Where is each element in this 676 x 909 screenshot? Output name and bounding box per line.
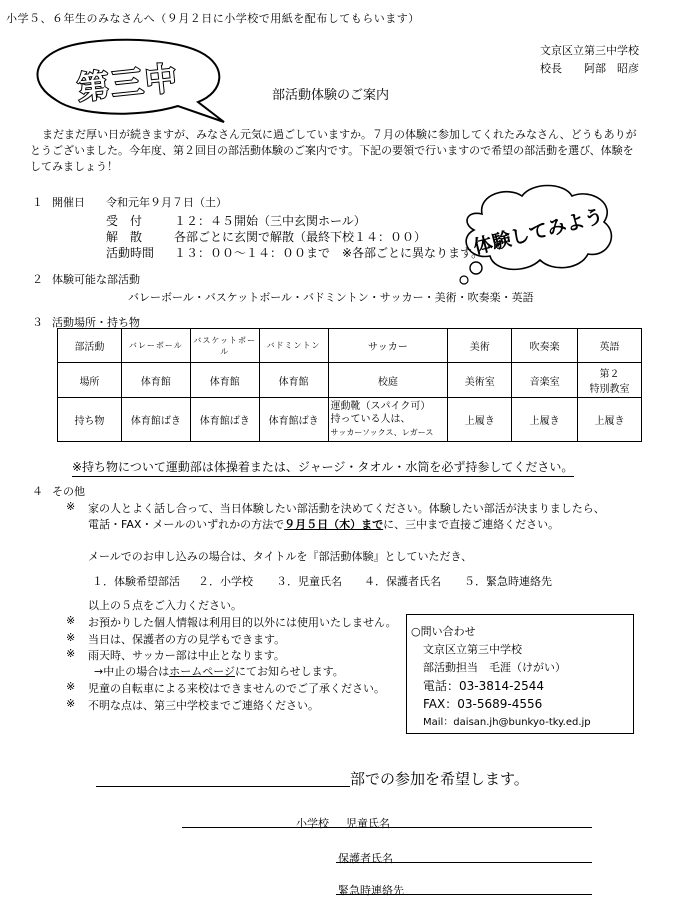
join-text: 部での参加を希望します。 bbox=[350, 770, 529, 788]
items-soccer-line-1: 運動靴（スパイク可） bbox=[330, 401, 431, 412]
header-soccer: サッカー bbox=[328, 329, 448, 363]
application-line-2 bbox=[88, 516, 559, 532]
place-label: 場所 bbox=[58, 363, 122, 398]
application-line-2-pre: 電話・FAX・メールのいずれかの方法で bbox=[88, 518, 285, 531]
place-english-line-2: 特別教室 bbox=[589, 384, 630, 395]
document-title: 部活動体験のご案内 bbox=[272, 88, 390, 103]
section-4-heading: その他 bbox=[52, 485, 85, 498]
intro-line-2: とうございました。今年度、第２回目の部活動体験のご案内です。下記の要領で行いますので希望の部活動を選び、体験を bbox=[30, 144, 634, 157]
activity-time-label: 活動時間 bbox=[106, 246, 155, 260]
dismissal-label: 解 散 bbox=[106, 230, 143, 244]
section-4-number: ４ bbox=[32, 485, 43, 498]
items-badminton: 体育館ばき bbox=[259, 398, 328, 442]
club-name-line[interactable] bbox=[96, 786, 350, 787]
field-club: １．体験希望部活 bbox=[92, 575, 180, 588]
field-school: ２．小学校 bbox=[198, 575, 253, 588]
contact-school: 文京区立第三中学校 bbox=[423, 643, 522, 656]
note-mark-5: ※ bbox=[66, 680, 76, 693]
section-2-heading: 体験可能な部活動 bbox=[52, 273, 140, 286]
place-english-line-1: 第２ bbox=[599, 369, 620, 380]
place-volleyball: 体育館 bbox=[121, 363, 190, 398]
items-volleyball: 体育館ばき bbox=[121, 398, 190, 442]
contact-person: 部活動担当 毛涯（けがい） bbox=[423, 661, 566, 674]
items-soccer bbox=[328, 398, 448, 442]
note-mark-4: ※ bbox=[66, 647, 76, 660]
cloud-bubble-text: 体験してみよう bbox=[471, 205, 606, 259]
items-basketball: 体育館ばき bbox=[190, 398, 259, 442]
belongings-note: ※持ち物について運動部は体操着または、ジャージ・タオル・水筒を必ず持参してください。 bbox=[72, 458, 574, 477]
contact-mail: Mail：daisan.jh@bunkyo-tky.ed.jp bbox=[423, 717, 591, 728]
place-english bbox=[578, 363, 642, 398]
application-line-2-post: に、三中まで直接ご連絡ください。 bbox=[383, 518, 560, 531]
place-badminton: 体育館 bbox=[259, 363, 328, 398]
header-badminton: バドミントン bbox=[259, 329, 328, 363]
logo-speech-bubble bbox=[28, 30, 228, 130]
rain-cancel-post: にてお知らせします。 bbox=[235, 665, 344, 678]
place-soccer: 校庭 bbox=[328, 363, 448, 398]
reception-value: １２：４５開始（三中玄関ホール） bbox=[174, 214, 366, 228]
bicycle-note: 児童の自転車による来校はできませんのでご了承ください。 bbox=[88, 682, 385, 695]
application-deadline: ９月５日（木）まで bbox=[284, 518, 384, 531]
contact-title: ○問い合わせ bbox=[411, 625, 476, 638]
items-label: 持ち物 bbox=[58, 398, 122, 442]
field-emergency-contact: ５．緊急時連絡先 bbox=[464, 575, 552, 588]
section-3-heading: 活動場所・持ち物 bbox=[52, 316, 140, 329]
logo-text: 第三中 bbox=[75, 58, 181, 108]
field-guardian-name: ４．保護者氏名 bbox=[364, 575, 441, 588]
rain-cancel-pre: →中止の場合は bbox=[94, 665, 170, 678]
place-basketball: 体育館 bbox=[190, 363, 259, 398]
note-mark-1: ※ bbox=[66, 500, 76, 513]
top-notice: 小学５、６年生のみなさんへ（９月２日に小学校で用紙を配布してもらいます） bbox=[6, 12, 420, 25]
mail-instruction: メールでのお申し込みの場合は、タイトルを『部活動体験』としていただき、 bbox=[88, 550, 473, 563]
place-brass-band: 音楽室 bbox=[512, 363, 578, 398]
header-club: 部活動 bbox=[58, 329, 122, 363]
header-art: 美術 bbox=[448, 329, 512, 363]
school-label: 小学校 bbox=[296, 817, 329, 830]
header-volleyball: バレーボール bbox=[121, 329, 190, 363]
school-name: 文京区立第三中学校 bbox=[540, 44, 639, 57]
intro-line-1: まだまだ厚い日が続きますが、みなさん元気に過ごしていますか。７月の体験に参加してくれたみなさん、どうもありが bbox=[42, 128, 637, 141]
table-items-row bbox=[58, 398, 642, 442]
child-name-label: 児童氏名 bbox=[346, 817, 390, 830]
items-english: 上履き bbox=[578, 398, 642, 442]
note-mark-2: ※ bbox=[66, 614, 76, 627]
section-2-number: ２ bbox=[32, 273, 43, 286]
application-line-1: 家の人とよく話し合って、当日体験したい部活動を決めてください。体験したい部活が決まりましたら、 bbox=[88, 502, 605, 515]
cloud-bubble bbox=[452, 180, 622, 286]
dismissal-value: 各部ごとに玄関で解散（最終下校１４：００） bbox=[174, 230, 427, 244]
items-soccer-line-3: サッカーソックス、レガース bbox=[330, 428, 434, 437]
rain-note: 雨天時、サッカー部は中止となります。 bbox=[88, 649, 285, 662]
activity-time-value: １３：００～１４：００まで ※各部ごとに異なります。 bbox=[174, 246, 484, 260]
header-basketball: バスケットボール bbox=[190, 329, 259, 363]
homepage-link[interactable]: ホームページ bbox=[169, 665, 235, 678]
emergency-contact-label: 緊急時連絡先 bbox=[338, 884, 404, 897]
rain-cancel-note bbox=[94, 663, 344, 679]
fields-note: 以上の５点をご入力ください。 bbox=[88, 599, 242, 612]
reception-label: 受 付 bbox=[106, 214, 143, 228]
principal-name: 校長 阿部 昭彦 bbox=[540, 62, 639, 75]
event-date: 令和元年９月７日（土） bbox=[106, 196, 227, 209]
field-child-name: ３．児童氏名 bbox=[276, 575, 342, 588]
guardian-visit-note: 当日は、保護者の方の見学もできます。 bbox=[88, 633, 286, 646]
activity-table bbox=[57, 328, 642, 442]
contact-box bbox=[406, 614, 634, 734]
header-brass-band: 吹奏楽 bbox=[512, 329, 578, 363]
activities-list: バレーボール・バスケットボール・バドミントン・サッカー・美術・吹奏楽・英語 bbox=[128, 291, 534, 304]
section-3-number: ３ bbox=[32, 316, 43, 329]
inquiry-note: 不明な点は、第三中学校までご連絡ください。 bbox=[88, 699, 319, 712]
items-art: 上履き bbox=[448, 398, 512, 442]
privacy-note: お預かりした個人情報は利用目的以外には使用いたしません。 bbox=[88, 616, 397, 629]
guardian-name-label: 保護者氏名 bbox=[338, 852, 393, 865]
items-soccer-line-2: 持っている人は、 bbox=[330, 414, 411, 425]
section-1-number: １ bbox=[32, 196, 43, 209]
note-mark-3: ※ bbox=[66, 631, 76, 644]
header-english: 英語 bbox=[578, 329, 642, 363]
contact-tel: 電話：03-3814-2544 bbox=[423, 679, 545, 693]
section-1-heading: 開催日 bbox=[52, 196, 85, 209]
table-header-row bbox=[58, 329, 642, 363]
contact-fax: FAX：03-5689-4556 bbox=[423, 697, 543, 711]
place-art: 美術室 bbox=[448, 363, 512, 398]
intro-line-3: してみましょう！ bbox=[30, 160, 118, 173]
note-mark-6: ※ bbox=[66, 697, 76, 710]
items-brass-band: 上履き bbox=[512, 398, 578, 442]
table-place-row bbox=[58, 363, 642, 398]
